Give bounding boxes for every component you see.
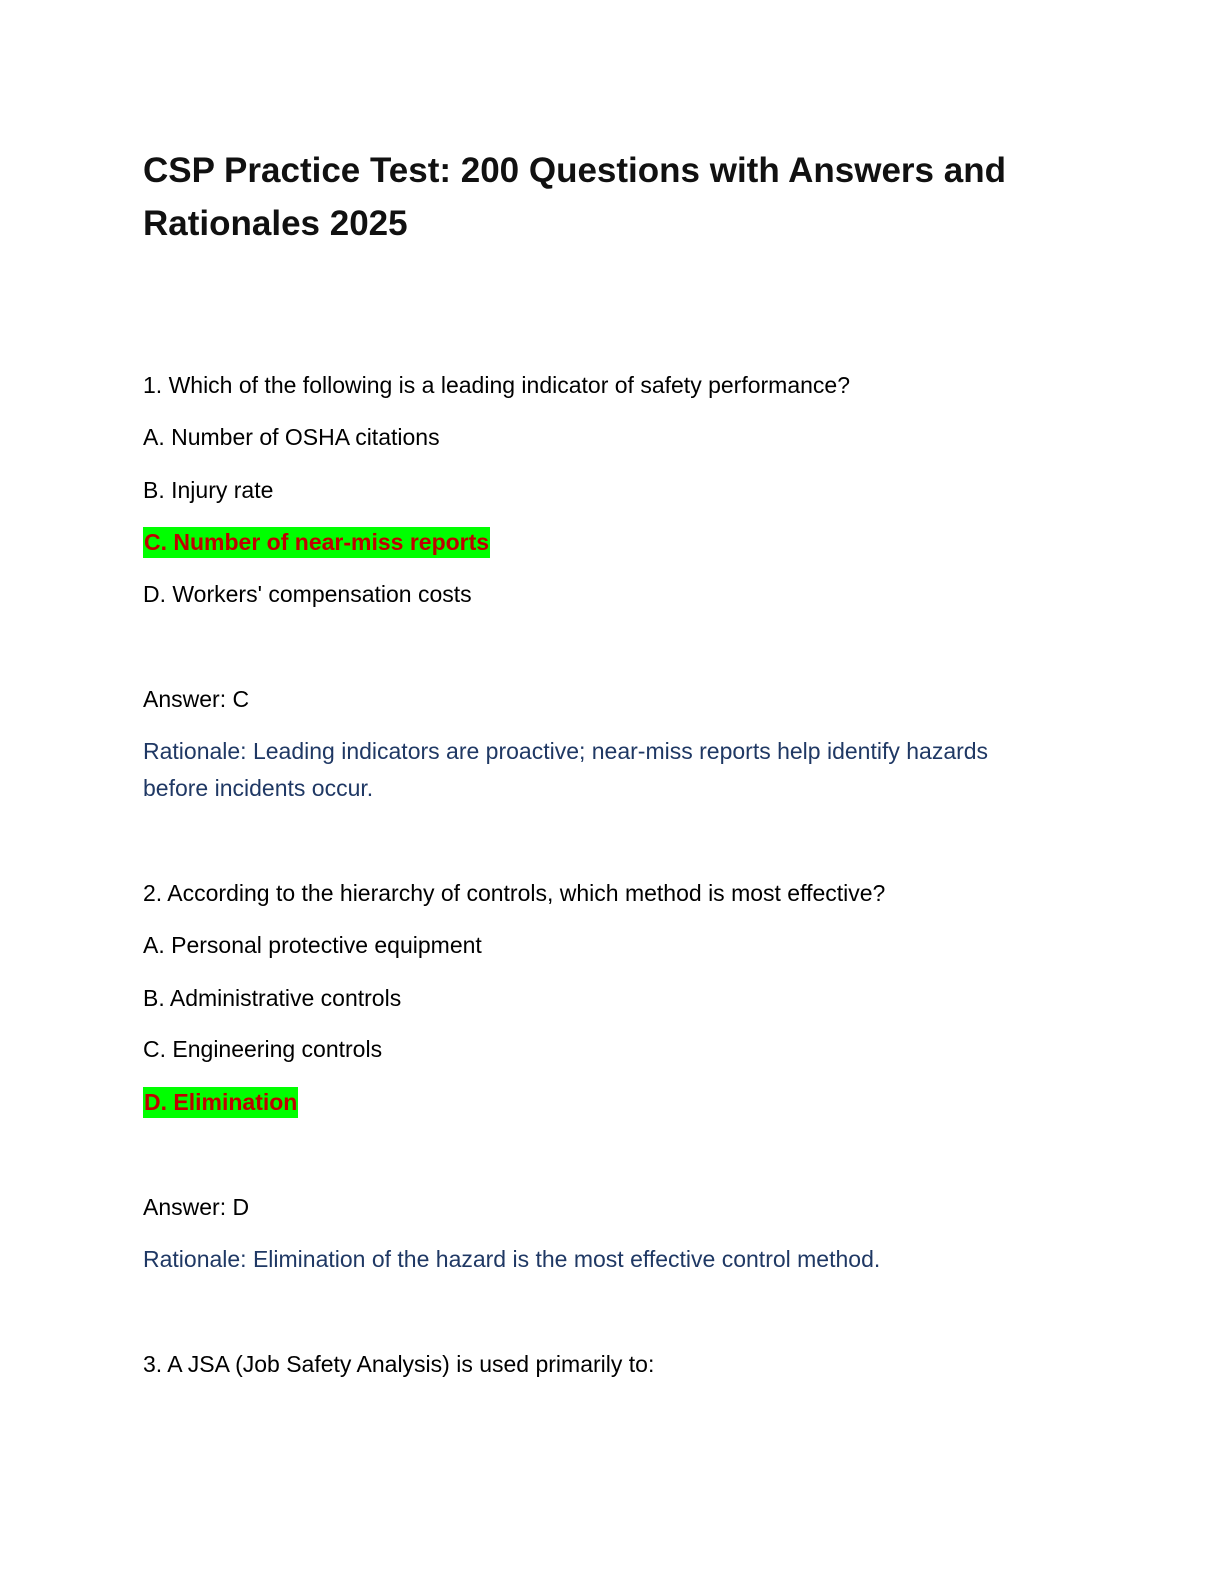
correct-answer-highlight: C. Number of near-miss reports bbox=[143, 527, 490, 558]
question-1-option-b: B. Injury rate bbox=[143, 477, 274, 503]
question-1-option-d: D. Workers' compensation costs bbox=[143, 581, 472, 607]
document-title: CSP Practice Test: 200 Questions with Answers and Rationales 2025 bbox=[143, 151, 1006, 243]
question-1-option-c-correct bbox=[143, 526, 490, 558]
question-1-text: 1. Which of the following is a leading indicator of safety performance? bbox=[143, 372, 850, 398]
question-2-option-d-correct bbox=[143, 1086, 298, 1118]
question-1-option-a: A. Number of OSHA citations bbox=[143, 424, 440, 450]
question-2-option-c: C. Engineering controls bbox=[143, 1036, 383, 1062]
question-1-answer: Answer: C bbox=[143, 686, 250, 712]
question-2-rationale: Rationale: Elimination of the hazard is the most effective control method. bbox=[143, 1246, 881, 1272]
question-1-rationale: Rationale: Leading indicators are proactive; near-miss reports help identify hazards before incidents occur. bbox=[143, 738, 989, 801]
question-2-option-b: B. Administrative controls bbox=[143, 985, 402, 1011]
question-2-option-a: A. Personal protective equipment bbox=[143, 932, 482, 958]
question-2-answer: Answer: D bbox=[143, 1194, 250, 1220]
correct-answer-highlight: D. Elimination bbox=[143, 1087, 298, 1118]
question-3-text: 3. A JSA (Job Safety Analysis) is used primarily to: bbox=[143, 1351, 655, 1377]
question-2-text: 2. According to the hierarchy of controls, which method is most effective? bbox=[143, 880, 886, 906]
